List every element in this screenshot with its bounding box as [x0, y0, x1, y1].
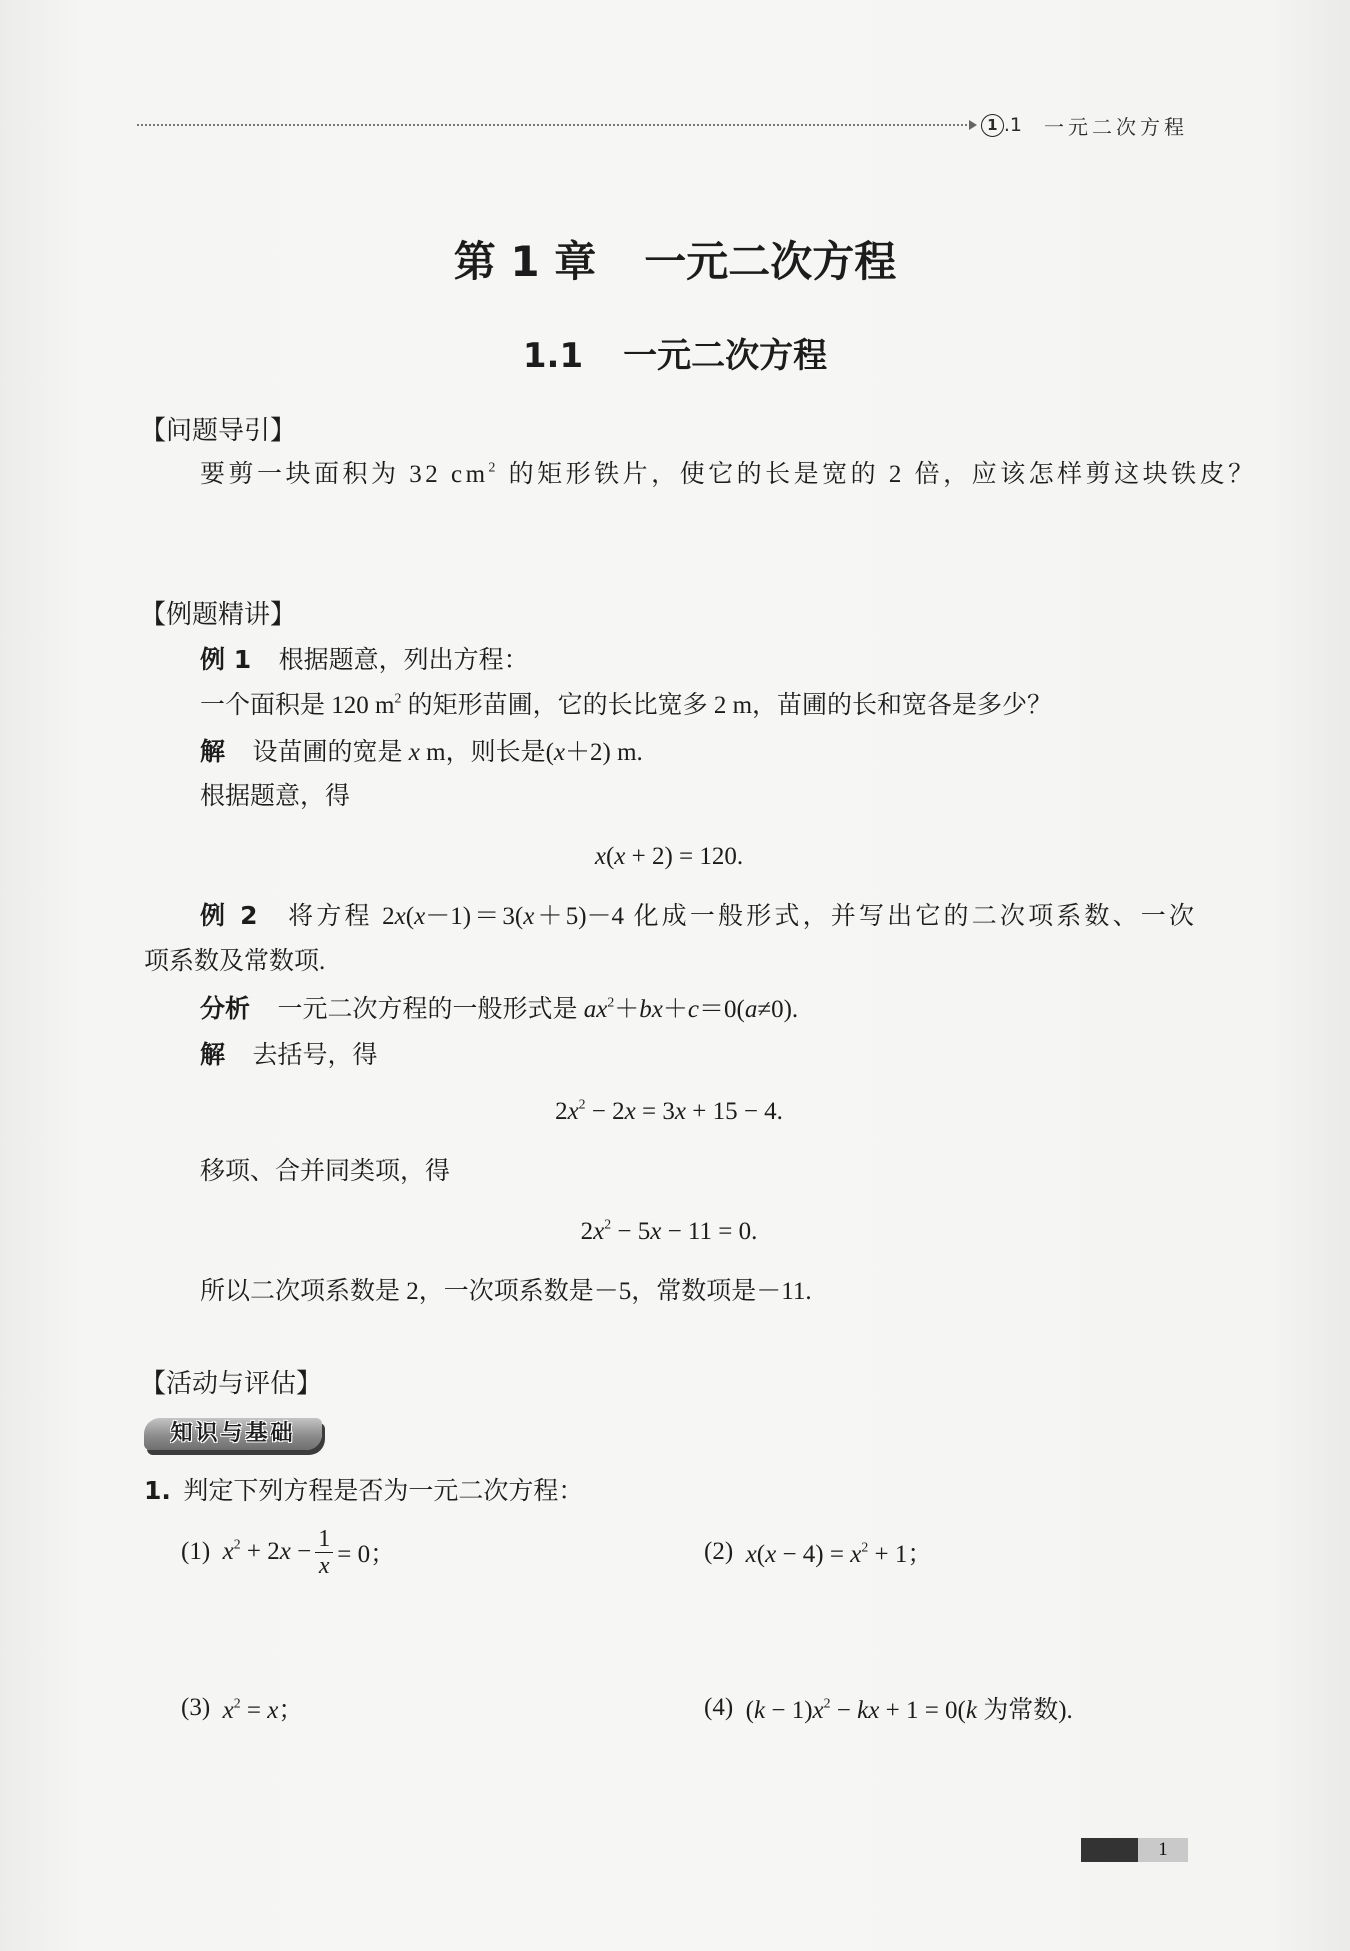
- text-run: m，则长是(: [419, 739, 554, 766]
- item-expression: [223, 1690, 304, 1726]
- math-variable: x: [868, 1697, 880, 1724]
- text-run: 要剪一块面积为 32 cm: [200, 461, 489, 488]
- example-2-equation-2: [144, 1209, 1194, 1255]
- question-1-item-1: [181, 1520, 395, 1584]
- chapter-title: [0, 232, 1350, 292]
- item-expression: [746, 1690, 1073, 1726]
- example-1-solution-label: 解: [200, 737, 226, 766]
- math-variable: k: [753, 1697, 766, 1724]
- example-2-analysis-label: 分析: [200, 994, 251, 1023]
- problem-guide-heading: 【问题导引】: [140, 416, 297, 446]
- activity-heading: 【活动与评估】: [140, 1369, 323, 1399]
- text-run: －1)＝3(: [425, 903, 524, 930]
- text-run: − 1): [765, 1697, 813, 1724]
- item-expression-before: [223, 1538, 312, 1566]
- example-1-equation: [144, 834, 1194, 880]
- question-1-item-3: [181, 1676, 303, 1740]
- math-variable: x: [651, 996, 663, 1023]
- example-2-analysis: [278, 996, 799, 1023]
- math-variable: x: [812, 1697, 824, 1724]
- math-variable: x: [596, 996, 608, 1023]
- text-run: 一元二次方程的一般形式是: [277, 996, 584, 1023]
- math-variable: x: [765, 1541, 777, 1568]
- math-variable: x: [567, 1098, 579, 1125]
- item-label: (2): [704, 1538, 734, 1565]
- math-variable: x: [222, 1697, 234, 1724]
- question-1-number: 1.: [144, 1476, 171, 1505]
- math-variable: x: [594, 843, 606, 870]
- superscript: 2: [394, 690, 402, 706]
- item-label: (1): [181, 1538, 211, 1565]
- example-2-prompt-line-2: 项系数及常数项.: [144, 948, 326, 975]
- text-run: + 15 − 4.: [685, 1098, 783, 1125]
- example-1-label: 例 1: [200, 645, 252, 674]
- item-label: (4): [704, 1694, 734, 1721]
- fraction-denominator: x: [318, 1552, 330, 1579]
- math-variable: x: [394, 903, 406, 930]
- question-1-item-4: [704, 1676, 1073, 1740]
- fraction: [315, 1526, 333, 1579]
- example-2-step-2: 移项、合并同类项，得: [200, 1158, 451, 1185]
- text-run: −: [830, 1697, 858, 1724]
- text-run: 2: [580, 1218, 594, 1245]
- math-variable: a: [583, 996, 597, 1023]
- header-dotted-rule: [137, 124, 967, 126]
- math-variable: k: [965, 1697, 977, 1724]
- running-header: [137, 112, 1188, 138]
- example-2-analysis-line: [200, 986, 798, 1032]
- text-run: ＋: [662, 996, 688, 1023]
- superscript: 2: [233, 1695, 241, 1711]
- math-variable: x: [222, 1538, 234, 1565]
- text-run: − 11 = 0.: [661, 1218, 758, 1245]
- superscript: 2: [607, 994, 615, 1010]
- section-title: [0, 331, 1350, 381]
- text-run: (: [605, 843, 615, 870]
- text-run: + 2) = 120.: [625, 843, 744, 870]
- header-section-suffix: .1: [1003, 114, 1022, 136]
- example-2-step-1: 去括号，得: [252, 1042, 378, 1069]
- superscript: 2: [233, 1536, 241, 1552]
- superscript: 2: [861, 1539, 869, 1555]
- math-variable: x: [624, 1098, 636, 1125]
- example-1-problem: [200, 683, 1052, 729]
- header-running-title: 一元二次方程: [1044, 116, 1188, 139]
- text-run: 将方程 2: [284, 903, 395, 930]
- text-run: 的矩形苗圃，它的长比宽多 2 m，苗圃的长和宽各是多少？: [401, 692, 1053, 719]
- text-run: 设苗圃的宽是: [252, 739, 409, 766]
- text-run: 2: [555, 1098, 568, 1125]
- example-2-solution-label: 解: [200, 1040, 226, 1069]
- math-variable: x: [614, 843, 626, 870]
- math-variable: x: [650, 1218, 662, 1245]
- text-run: + 2: [240, 1538, 280, 1565]
- question-1-item-2: [704, 1520, 932, 1584]
- question-1-line: [144, 1468, 583, 1514]
- section-name: 一元二次方程: [623, 336, 828, 376]
- problem-guide-text: [200, 452, 1257, 498]
- fraction-numerator: 1: [315, 1526, 333, 1553]
- item-expression-after: = 0；: [337, 1541, 396, 1568]
- example-2-label: 例 2: [200, 901, 258, 930]
- page-number: 1: [1138, 1838, 1188, 1862]
- text-run: ＋: [614, 996, 640, 1023]
- math-variable: x: [267, 1697, 279, 1724]
- math-variable: a: [744, 996, 758, 1023]
- text-run: − 4) =: [776, 1541, 851, 1568]
- example-1-prompt-line: [200, 637, 529, 683]
- section-number: 1.1: [522, 336, 584, 376]
- text-run: ＋2) m.: [565, 739, 643, 766]
- text-run: − 5: [611, 1218, 651, 1245]
- text-run: 一个面积是 120 m: [200, 692, 395, 719]
- question-1-text: 判定下列方程是否为一元二次方程：: [183, 1478, 584, 1505]
- examples-heading: 【例题精讲】: [140, 600, 297, 630]
- math-variable: b: [639, 996, 652, 1023]
- example-1-solution: [253, 739, 643, 766]
- chapter-number: 第 1 章: [453, 237, 597, 286]
- example-2-prompt-line-1: [200, 893, 1194, 939]
- superscript: 2: [604, 1216, 612, 1232]
- math-variable: x: [523, 903, 535, 930]
- example-1-prompt: 根据题意，列出方程：: [278, 647, 529, 674]
- math-variable: x: [414, 903, 426, 930]
- text-run: 的矩形铁片，使它的长是宽的 2 倍，应该怎样剪这块铁皮？: [498, 461, 1257, 488]
- circled-chapter-number: 1: [981, 114, 1004, 137]
- text-run: =: [240, 1697, 268, 1724]
- text-run: (: [405, 903, 415, 930]
- math-variable: x: [279, 1538, 291, 1565]
- example-1-setup: 根据题意，得: [200, 783, 351, 810]
- math-variable: x: [553, 739, 566, 766]
- text-run: ≠0).: [757, 996, 799, 1023]
- item-expression: [746, 1534, 933, 1570]
- item-label: (3): [181, 1694, 211, 1721]
- math-variable: x: [408, 739, 420, 766]
- text-run: 为常数).: [976, 1697, 1073, 1724]
- example-2-conclusion: 所以二次项系数是 2，一次项系数是－5，常数项是－11.: [200, 1278, 812, 1305]
- example-2-solution-line: [200, 1032, 378, 1078]
- text-run: ＋5)－4 化成一般形式，并写出它的二次项系数、一次: [534, 903, 1194, 930]
- math-variable: x: [745, 1541, 757, 1568]
- text-run: = 3: [635, 1098, 675, 1125]
- math-variable: c: [687, 996, 700, 1023]
- text-run: + 1；: [868, 1541, 933, 1568]
- math-variable: x: [850, 1541, 862, 1568]
- superscript: 2: [488, 459, 499, 475]
- example-2-equation-1: [144, 1089, 1194, 1135]
- knowledge-basics-badge: 知识与基础: [144, 1418, 322, 1450]
- text-run: + 1 = 0(: [879, 1697, 966, 1724]
- page-number-bar: [1081, 1838, 1138, 1862]
- example-2-prompt-part-1: [285, 903, 1194, 930]
- superscript: 2: [578, 1096, 586, 1112]
- text-run: ；: [278, 1697, 304, 1724]
- math-variable: k: [857, 1697, 869, 1724]
- text-run: ＝0(: [699, 996, 745, 1023]
- text-run: − 2: [585, 1098, 625, 1125]
- superscript: 2: [823, 1695, 831, 1711]
- math-variable: x: [674, 1098, 686, 1125]
- text-run: (: [756, 1541, 766, 1568]
- text-run: −: [290, 1538, 312, 1565]
- chapter-name: 一元二次方程: [644, 237, 897, 286]
- text-run: (: [745, 1697, 754, 1724]
- math-variable: x: [593, 1218, 605, 1245]
- example-1-solution-line: [200, 729, 643, 775]
- arrow-right-icon: [969, 120, 977, 130]
